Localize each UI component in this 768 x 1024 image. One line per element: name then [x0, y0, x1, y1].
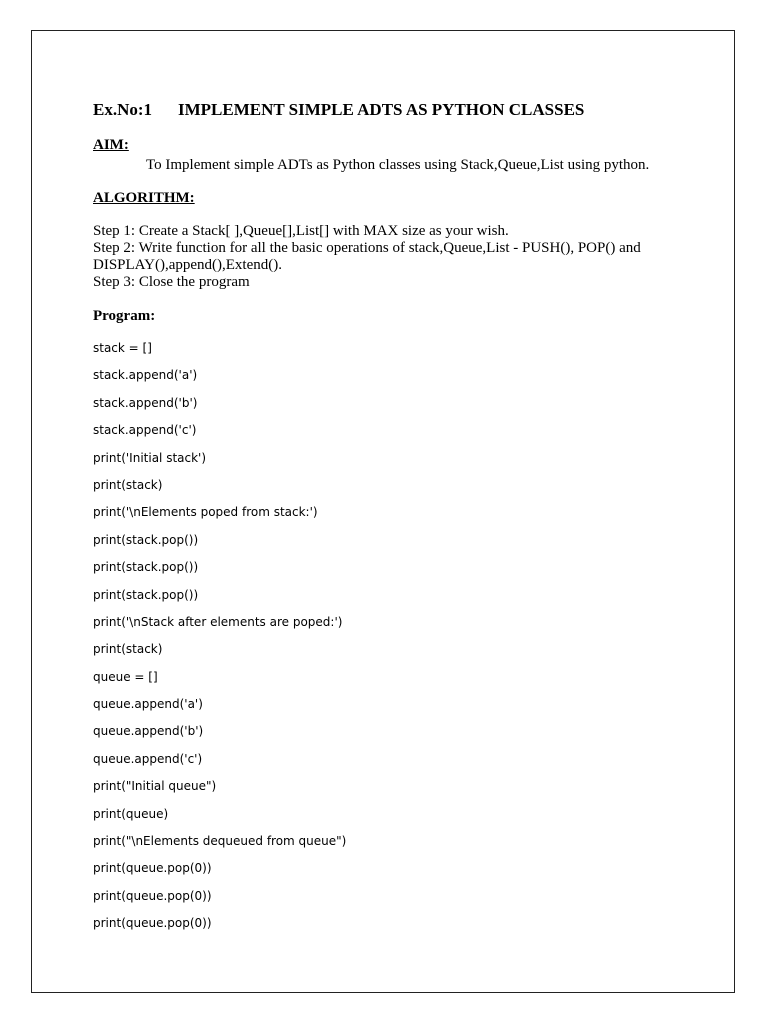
title-text: IMPLEMENT SIMPLE ADTS AS PYTHON CLASSES	[178, 100, 585, 119]
program-label: Program:	[93, 308, 156, 324]
code-line: stack = []	[93, 341, 152, 355]
code-line: stack.append('a')	[93, 368, 198, 383]
code-block	[93, 340, 346, 943]
code-line: print('\nStack after elements are poped:')	[93, 614, 343, 629]
code-line: print(stack)	[93, 477, 163, 492]
code-line: print(queue.pop(0))	[93, 861, 212, 876]
code-line: queue.append('a')	[93, 697, 203, 712]
aim-heading: AIM:	[93, 137, 129, 153]
step-1: Step 1: Create a Stack[ ],Queue[],List[] with MAX size as your wish.	[93, 223, 509, 239]
document-title	[93, 100, 584, 120]
code-line: queue.append('b')	[93, 724, 204, 739]
algorithm-steps	[93, 223, 693, 291]
code-line: print(stack)	[93, 642, 163, 657]
step-3: Step 3: Close the program	[93, 274, 250, 290]
code-line: stack.append('b')	[93, 395, 198, 410]
step-2: Step 2: Write function for all the basic operations of stack,Queue,List - PUSH(), POP() and DISPLAY(),append(),Extend().	[93, 240, 641, 273]
code-line: print("Initial queue")	[93, 779, 217, 794]
code-line: print('\nElements poped from stack:')	[93, 505, 318, 520]
aim-text: To Implement simple ADTs as Python classes using Stack,Queue,List using python.	[146, 157, 650, 173]
code-line: print(stack.pop())	[93, 532, 199, 547]
code-line: stack.append('c')	[93, 423, 197, 438]
code-line: print(stack.pop())	[93, 560, 199, 575]
code-line: print(queue)	[93, 806, 169, 821]
code-line: print(queue.pop(0))	[93, 888, 212, 903]
code-line: queue = []	[93, 669, 158, 684]
code-line: print('Initial stack')	[93, 450, 207, 465]
exercise-number: Ex.No:1	[93, 100, 153, 119]
code-line: print("\nElements dequeued from queue")	[93, 834, 347, 849]
code-line: queue.append('c')	[93, 751, 203, 766]
code-line: print(queue.pop(0))	[93, 916, 212, 931]
algorithm-heading: ALGORITHM:	[93, 190, 195, 206]
code-line: print(stack.pop())	[93, 587, 199, 602]
